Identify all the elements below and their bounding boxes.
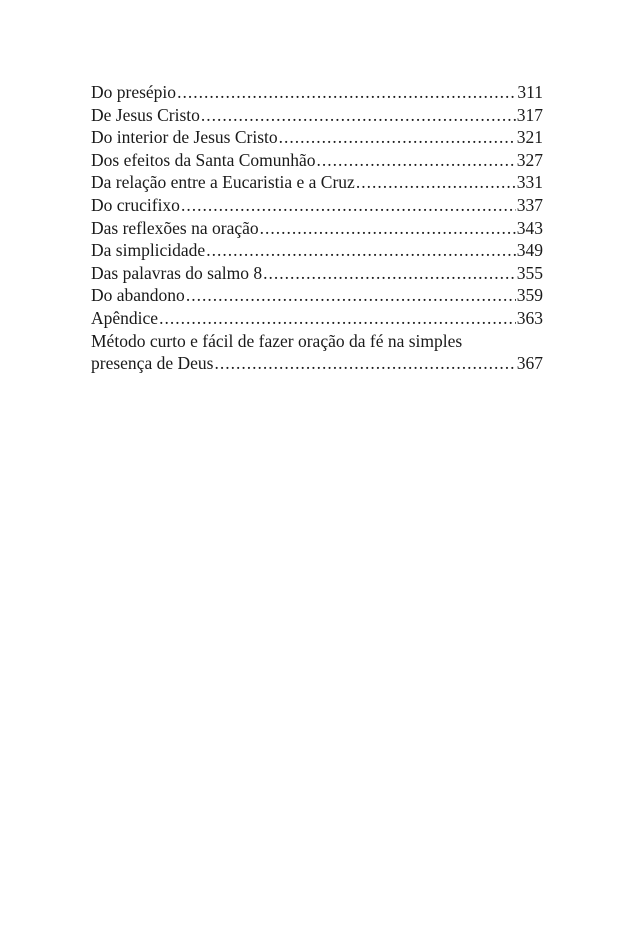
toc-entry-title: Das reflexões na oração [91, 217, 259, 238]
toc-entry [91, 126, 543, 149]
toc-entry-page: 349 [516, 240, 543, 261]
toc-entry [91, 352, 543, 375]
dot-leader [317, 149, 516, 172]
toc-entry-page: 327 [516, 149, 543, 170]
toc-entry-page: 321 [516, 127, 543, 148]
toc-entry [91, 194, 543, 217]
toc-entry [91, 104, 543, 127]
toc-entry-page: 331 [516, 172, 543, 193]
dot-leader [356, 171, 516, 194]
toc-entry [91, 217, 543, 240]
dot-leader [201, 104, 516, 127]
toc-entry-page: 337 [516, 194, 543, 215]
toc-entry-page: 359 [516, 285, 543, 306]
toc-entry-title: De Jesus Cristo [91, 104, 200, 125]
toc-entry-title: Dos efeitos da Santa Comunhão [91, 149, 316, 170]
toc-entry-page: 367 [516, 353, 543, 374]
dot-leader [177, 81, 516, 104]
toc-entry-title-line2: presença de Deus [91, 353, 214, 374]
toc-entry-title: Do abandono [91, 285, 185, 306]
toc-entry [91, 239, 543, 262]
toc-entry-title: Da simplicidade [91, 240, 206, 261]
dot-leader [159, 307, 516, 330]
toc-entry-page: 343 [516, 217, 543, 238]
toc-entry-title-line1: Método curto e fácil de fazer oração da fé na simples [91, 330, 463, 351]
toc-entry-title: Apêndice [91, 307, 159, 328]
dot-leader [260, 217, 516, 240]
toc-entry-page: 363 [516, 307, 543, 328]
dot-leader [263, 262, 516, 285]
table-of-contents [91, 81, 543, 375]
dot-leader [206, 239, 516, 262]
dot-leader [214, 352, 515, 375]
toc-entry-title: Do presépio [91, 82, 177, 102]
toc-entry [91, 81, 543, 104]
toc-entry-title: Do interior de Jesus Cristo [91, 127, 278, 148]
toc-entry [91, 149, 543, 172]
toc-entry [91, 284, 543, 307]
toc-entry-title: Da relação entre a Eucaristia e a Cruz [91, 172, 355, 193]
dot-leader [279, 126, 516, 149]
toc-entry-page: 355 [516, 262, 543, 283]
toc-entry-title: Do crucifixo [91, 194, 180, 215]
dot-leader [186, 284, 516, 307]
toc-entry-page: 317 [516, 104, 543, 125]
toc-entry-title: Das palavras do salmo 8 [91, 262, 263, 283]
dot-leader [181, 194, 516, 217]
toc-entry [91, 171, 543, 194]
toc-entry-page: 311 [517, 82, 543, 102]
toc-entry [91, 307, 543, 330]
toc-entry [91, 262, 543, 285]
